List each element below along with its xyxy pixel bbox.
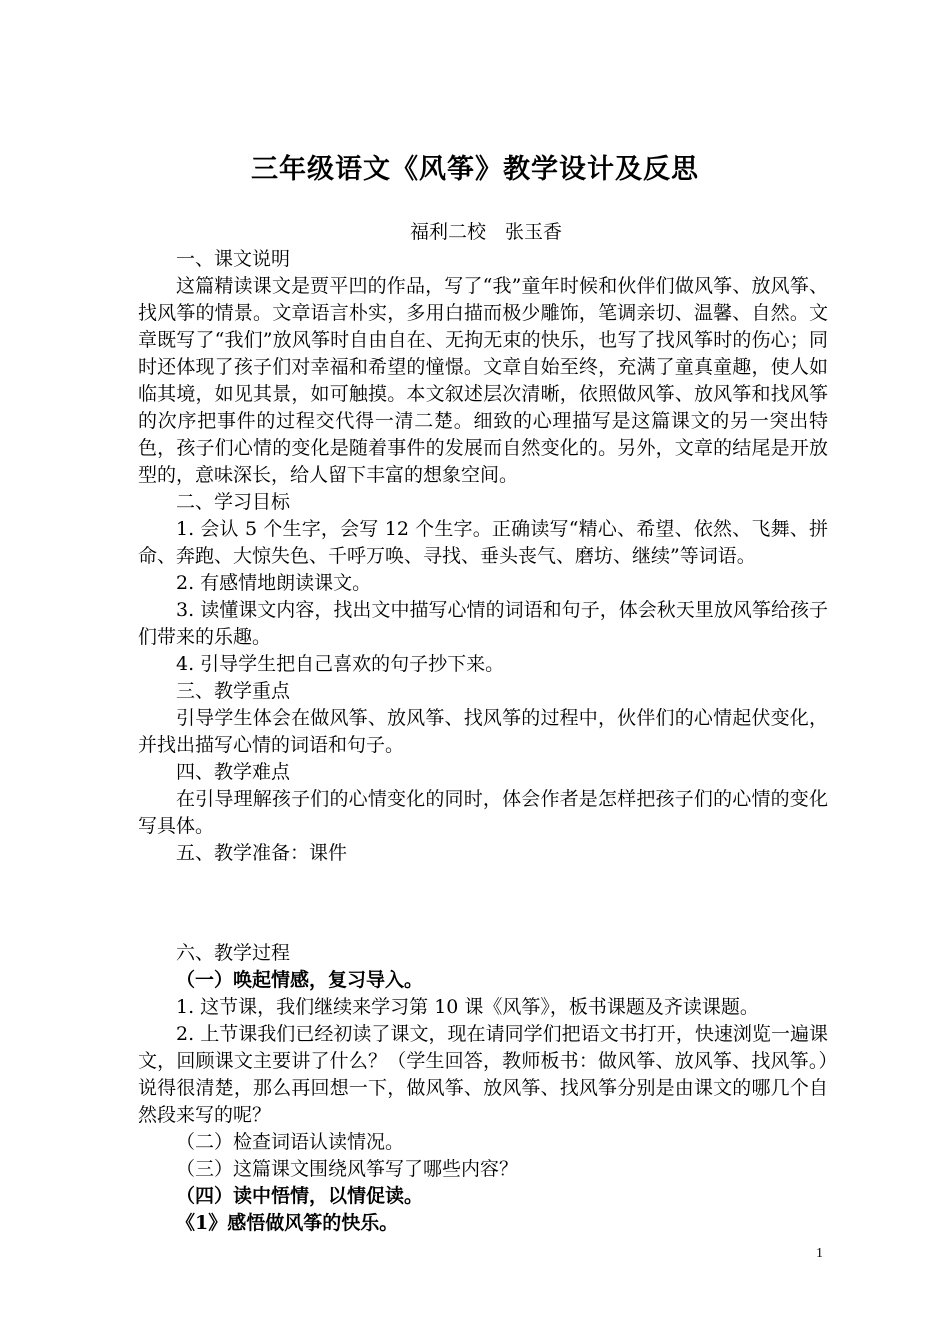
paragraph-text-explanation: 这篇精读课文是贾平凹的作品，写了“我”童年时候和伙伴们做风筝、放风筝、找风筝的情景。文章语言朴实，多用白描而极少雕饰，笔调亲切、温馨、自然。文章既写了“我们”放风筝时自由自在、无拘无束的快乐，也写了找风筝时的伤心；同时还体现了孩子们对幸福和希望的憧憬。文章自始至终，充满了童真童趣，使人如临其境，如见其景，如可触摸。本文叙述层次清晰，依照做风筝、放风筝和找风筝的次序把事件的过程交代得一清二楚。细致的心理描写是这篇课文的另一突出特色，孩子们心情的变化是随着事件的发展而自然变化的。另外，文章的结尾是开放型的，意味深长，给人留下丰富的想象空间。: [138, 275, 828, 486]
process-part-3: （三）这篇课文围绕风筝写了哪些内容？: [176, 1158, 519, 1180]
section-heading-4: 四、教学难点: [176, 761, 291, 783]
process-sub-1: 《1》感悟做风筝的快乐。: [176, 1212, 399, 1234]
goal-item-1: 1. 会认 5 个生字，会写 12 个生字。正确读写“精心、希望、依然、飞舞、拼命、奔跑、大惊失色、千呼万唤、寻找、垂头丧气、磨坊、继续”等词语。: [138, 518, 828, 567]
process-part-2: （二）检查词语认读情况。: [176, 1131, 405, 1153]
goal-item-3: 3. 读懂课文内容，找出文中描写心情的词语和句子，体会秋天里放风筝给孩子们带来的乐趣。: [138, 599, 828, 648]
part-one-body: [138, 246, 828, 867]
document-title: 三年级语文《风筝》教学设计及反思: [251, 154, 699, 185]
key-point-text: 引导学生体会在做风筝、放风筝、找风筝的过程中，伙伴们的心情起伏变化，并找出描写心情的词语和句子。: [138, 707, 828, 756]
page-number: 1: [816, 1246, 823, 1261]
section-heading-5: 五、教学准备：课件: [176, 842, 348, 864]
process-part-1: （一）唤起情感，复习导入。: [176, 969, 424, 991]
part-two-body: [138, 940, 828, 1237]
difficulty-text: 在引导理解孩子们的心情变化的同时，体会作者是怎样把孩子们的心情的变化写具体。: [138, 788, 828, 837]
goal-item-2: 2. 有感情地朗读课文。: [176, 572, 372, 594]
process-part-4: （四）读中悟情，以情促读。: [176, 1185, 424, 1207]
author-line: 福利二校 张玉香: [410, 221, 563, 243]
section-heading-3: 三、教学重点: [176, 680, 291, 702]
goal-item-4: 4. 引导学生把自己喜欢的句子抄下来。: [176, 653, 505, 675]
section-heading-1: 一、课文说明: [176, 248, 291, 270]
process-step-1: 1. 这节课，我们继续来学习第 10 课《风筝》，板书课题及齐读课题。: [176, 996, 759, 1018]
section-heading-6: 六、教学过程: [176, 942, 291, 964]
section-heading-2: 二、学习目标: [176, 491, 291, 513]
process-step-2: 2. 上节课我们已经初读了课文，现在请同学们把语文书打开，快速浏览一遍课文，回顾课文主要讲了什么？（学生回答，教师板书：做风筝、放风筝、找风筝。）说得很清楚，那么再回想一下，做风筝、放风筝、找风筝分别是由课文的哪几个自然段来写的呢？: [138, 1023, 828, 1126]
